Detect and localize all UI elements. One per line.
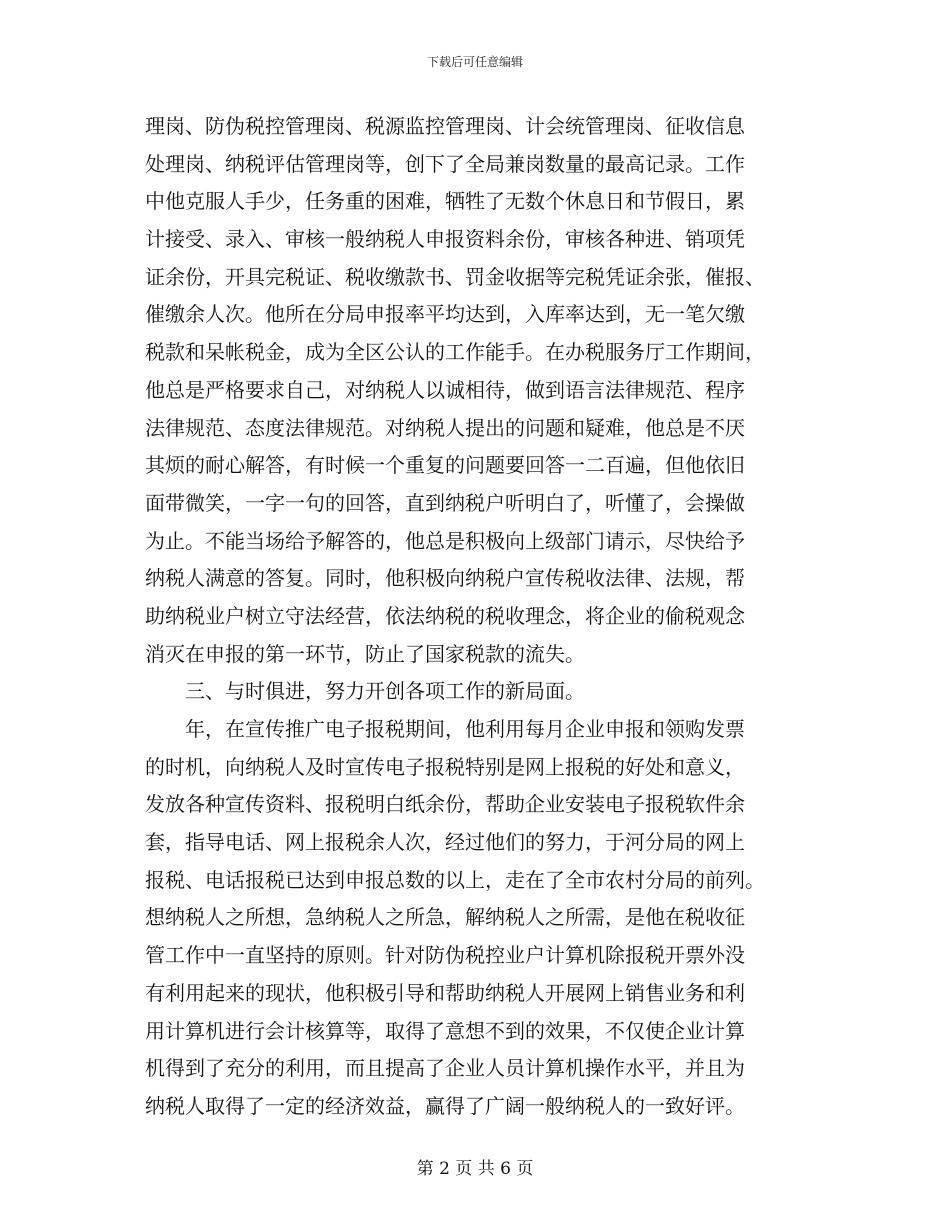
text-line: 想纳税人之所想，急纳税人之所急，解纳税人之所需，是他在税收征 bbox=[145, 905, 745, 930]
section-heading: 三、与时俱进，努力开创各项工作的新局面。 bbox=[185, 679, 585, 704]
text-line: 管工作中一直坚持的原则。针对防伪税控业户计算机除报税开票外没 bbox=[145, 943, 745, 968]
text-line: 年，在宣传推广电子报税期间，他利用每月企业申报和领购发票 bbox=[185, 717, 745, 741]
text-line: 他总是严格要求自己，对纳税人以诚相待，做到语言法律规范、程序 bbox=[145, 377, 745, 402]
text-line: 其烦的耐心解答，有时候一个重复的问题要回答一二百遍，但他依旧 bbox=[145, 453, 745, 478]
text-line: 理岗、防伪税控管理岗、税源监控管理岗、计会统管理岗、征收信息 bbox=[145, 114, 745, 138]
text-line: 消灭在申报的第一环节，防止了国家税款的流失。 bbox=[145, 641, 585, 666]
text-line: 套，指导电话、网上报税余人次，经过他们的努力，于河分局的网上 bbox=[145, 830, 745, 855]
page-footer: 第 2 页 共 6 页 bbox=[416, 1159, 534, 1179]
document-body bbox=[145, 108, 810, 1126]
text-line: 用计算机进行会计核算等，取得了意想不到的效果，不仅使企业计算 bbox=[145, 1018, 745, 1043]
text-line: 中他克服人手少，任务重的困难，牺牲了无数个休息日和节假日，累 bbox=[145, 189, 745, 214]
text-line: 纳税人取得了一定的经济效益，赢得了广阔一般纳税人的一致好评。 bbox=[145, 1093, 745, 1118]
text-line: 发放各种宣传资料、报税明白纸余份，帮助企业安装电子报税软件余 bbox=[145, 792, 745, 817]
text-line: 的时机，向纳税人及时宣传电子报税特别是网上报税的好处和意义， bbox=[145, 754, 745, 779]
text-line: 税款和呆帐税金，成为全区公认的工作能手。在办税服务厅工作期间， bbox=[145, 340, 765, 365]
text-line: 催缴余人次。他所在分局申报率平均达到，入库率达到，无一笔欠缴 bbox=[145, 302, 745, 327]
text-line: 为止。不能当场给予解答的，他总是积极向上级部门请示，尽快给予 bbox=[145, 528, 745, 553]
text-line: 处理岗、纳税评估管理岗等，创下了全局兼岗数量的最高记录。工作 bbox=[145, 151, 745, 176]
text-line: 有利用起来的现状，他积极引导和帮助纳税人开展网上销售业务和利 bbox=[145, 980, 745, 1005]
text-line: 报税、电话报税已达到申报总数的以上，走在了全市农村分局的前列。 bbox=[145, 867, 765, 892]
text-line: 计接受、录入、审核一般纳税人申报资料余份，审核各种进、销项凭 bbox=[145, 227, 745, 252]
text-line: 面带微笑，一字一句的回答，直到纳税户听明白了，听懂了，会操做 bbox=[145, 490, 745, 515]
text-line: 纳税人满意的答复。同时，他积极向纳税户宣传税收法律、法规，帮 bbox=[145, 566, 745, 591]
text-line: 法律规范、态度法律规范。对纳税人提出的问题和疑难，他总是不厌 bbox=[145, 415, 745, 440]
text-line: 机得到了充分的利用，而且提高了企业人员计算机操作水平，并且为 bbox=[145, 1056, 745, 1081]
page-header: 下载后可任意编辑 bbox=[426, 55, 523, 69]
text-line: 证余份，开具完税证、税收缴款书、罚金收据等完税凭证余张，催报、 bbox=[145, 264, 765, 289]
text-line: 助纳税业户树立守法经营，依法纳税的税收理念，将企业的偷税观念 bbox=[145, 603, 745, 628]
